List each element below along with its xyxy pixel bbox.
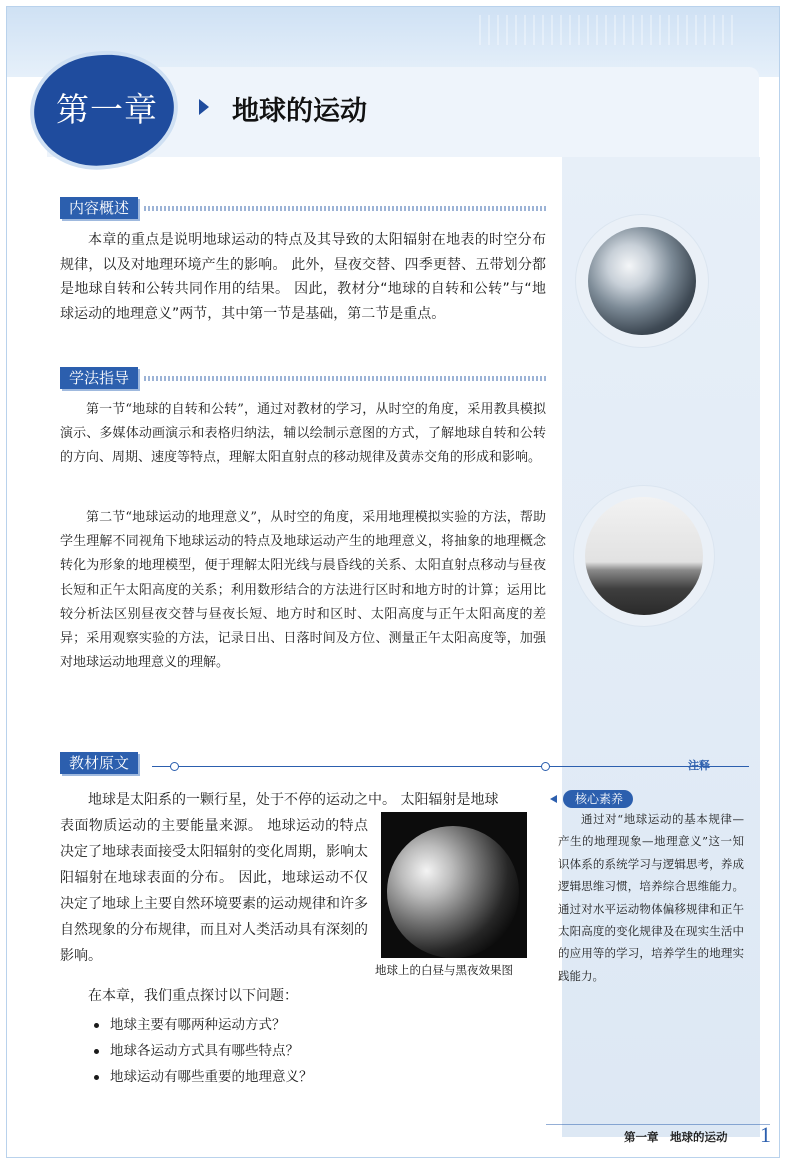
question-list: [92, 1012, 313, 1090]
overview-heading-label: 内容概述: [60, 197, 138, 219]
notes-label: 注释: [688, 759, 710, 772]
core-literacy-text: 通过对“地球运动的基本规律—产生的地理现象—地理意义”这一知识体系的系统学习与逻辑思考，养成逻辑思维习惯，培养综合思维能力。通过对水平运动物体偏移规律和正午太阳高度的变化规律及在现实生活中的应用等的学习，培养学生的地理实践能力。: [558, 812, 744, 983]
dotted-rule: [144, 206, 548, 211]
banner-texture: [479, 15, 739, 45]
page-number: 1: [760, 1122, 771, 1147]
footer-rule: [546, 1124, 770, 1125]
chapter-title: 地球的运动: [232, 96, 367, 127]
overview-heading: [60, 197, 548, 219]
day-night-earth-photo: [381, 812, 527, 958]
running-title: 第一章 地球的运动: [624, 1130, 728, 1144]
question-item: 地球主要有哪两种运动方式？: [92, 1012, 313, 1038]
globe-photo-frame: [576, 215, 708, 347]
chapter-arrow-icon: [199, 99, 209, 115]
core-literacy-label: 核心素养: [563, 790, 633, 808]
dotted-rule: [144, 376, 548, 381]
question-item: 地球运动有哪些重要的地理意义？: [92, 1064, 313, 1090]
image-caption: 地球上的白昼与黑夜效果图: [375, 963, 513, 977]
rule-dot-left: [170, 762, 179, 771]
questions-intro: 在本章，我们重点探讨以下问题：: [88, 988, 298, 1004]
original-heading-label: 教材原文: [60, 752, 138, 774]
landscape-photo-frame: [574, 486, 714, 626]
chapter-label: 第一章: [56, 93, 158, 129]
original-heading: [60, 752, 152, 774]
method-heading: [60, 367, 548, 389]
globe-photo: [588, 227, 696, 335]
method-paragraph-1: 第一节“地球的自转和公转”，通过对教材的学习，从时空的角度，采用教具模拟演示、多媒体动画演示和表格归纳法，辅以绘制示意图的方式，了解地球自转和公转的方向、周期、速度等特点，理解太阳直射点的移动规律及黄赤交角的形成和影响。: [60, 402, 546, 466]
rule-dot-right: [541, 762, 550, 771]
original-text-rest: 表面物质运动的主要能量来源。 地球运动的特点决定了地球表面接受太阳辐射的变化周期，影响太阳辐射在地球表面的分布。 因此，地球运动不仅决定了地球上主要自然环境要素的运动规律和许多自然现象的分布规律，而且对人类活动具有深刻的影响。: [60, 818, 368, 964]
method-heading-label: 学法指导: [60, 367, 138, 389]
landscape-photo: [585, 497, 703, 615]
question-item: 地球各运动方式具有哪些特点？: [92, 1038, 313, 1064]
earth-image: [387, 826, 519, 958]
original-text-line-1: 地球是太阳系的一颗行星，处于不停的运动之中。 太阳辐射是地球: [88, 792, 499, 808]
method-paragraph-2: 第二节“地球运动的地理意义”，从时空的角度，采用地理模拟实验的方法，帮助学生理解不同视角下地球运动的特点及地球运动产生的地理意义，将抽象的地理概念转化为形象的地理模型，便于理解太阳光线与晨昏线的关系、太阳直射点移动与昼夜长短和正午太阳高度的关系；利用数形结合的方法进行区时和地方时的计算；运用比较分析法区别昼夜交替与昼夜长短、地方时和区时、太阳高度与正午太阳高度的差异；采用观察实验的方法，记录日出、日落时间及方位、测量正午太阳高度等，加强对地球运动地理意义的理解。: [60, 510, 546, 671]
overview-text: 本章的重点是说明地球运动的特点及其导致的太阳辐射在地表的时空分布规律，以及对地理环境产生的影响。 此外，昼夜交替、四季更替、五带划分都是地球自转和公转共同作用的结果。 因此，教材分“地球的自转和公转”与“地球运动的地理意义”两节，其中第一节是基础，第二节是重点。: [60, 232, 546, 322]
heading-rule: [152, 766, 749, 767]
core-arrow-icon: [550, 795, 557, 803]
